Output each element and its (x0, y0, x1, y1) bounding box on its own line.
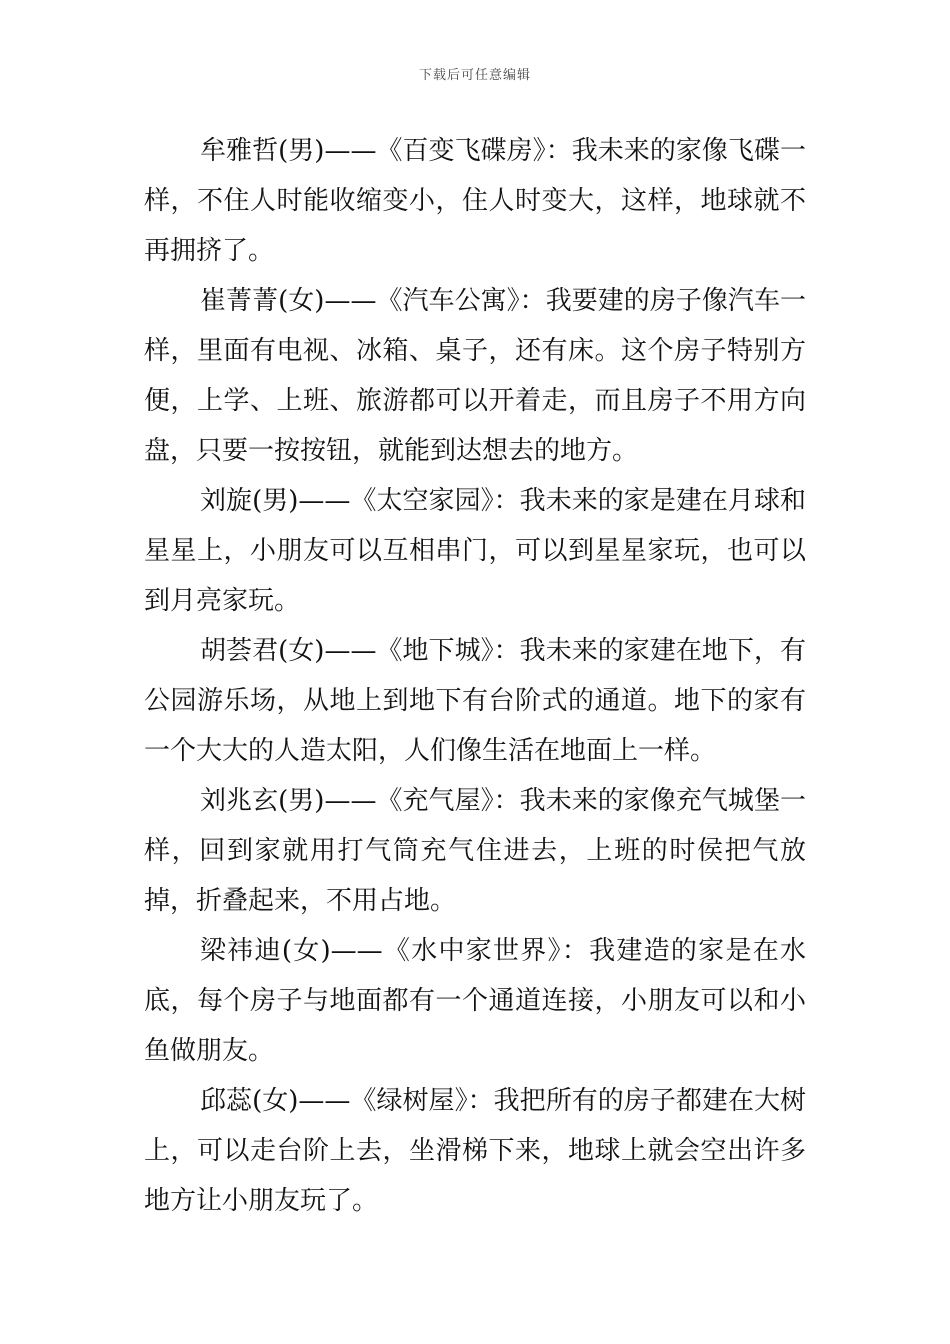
page-header: 下载后可任意编辑 (418, 68, 531, 83)
paragraph-2: 崔菁菁(女)——《汽车公寓》：我要建的房子像汽车一样，里面有电视、冰箱、桌子，还有床。这个房子特别方便，上学、上班、旅游都可以开着走，而且房子不用方向盘，只要一按按钮，就能到达想去的地方。 (144, 286, 806, 466)
paragraph-3: 刘旋(男)——《太空家园》：我未来的家是建在月球和星星上，小朋友可以互相串门，可以到星星家玩，也可以到月亮家玩。 (144, 486, 806, 616)
paragraph-6: 梁祎迪(女)——《水中家世界》：我建造的家是在水底，每个房子与地面都有一个通道连接，小朋友可以和小鱼做朋友。 (144, 936, 806, 1066)
document-body (144, 126, 806, 1226)
paragraph-5: 刘兆玄(男)——《充气屋》：我未来的家像充气城堡一样，回到家就用打气筒充气住进去，上班的时侯把气放掉，折叠起来，不用占地。 (144, 786, 806, 916)
paragraph-4: 胡荟君(女)——《地下城》：我未来的家建在地下，有公园游乐场，从地上到地下有台阶式的通道。地下的家有一个大大的人造太阳，人们像生活在地面上一样。 (144, 636, 806, 766)
paragraph-1: 牟雅哲(男)——《百变飞碟房》：我未来的家像飞碟一样，不住人时能收缩变小，住人时变大，这样，地球就不再拥挤了。 (144, 136, 806, 266)
paragraph-7: 邱蕊(女)——《绿树屋》：我把所有的房子都建在大树上，可以走台阶上去，坐滑梯下来，地球上就会空出许多地方让小朋友玩了。 (144, 1086, 806, 1216)
